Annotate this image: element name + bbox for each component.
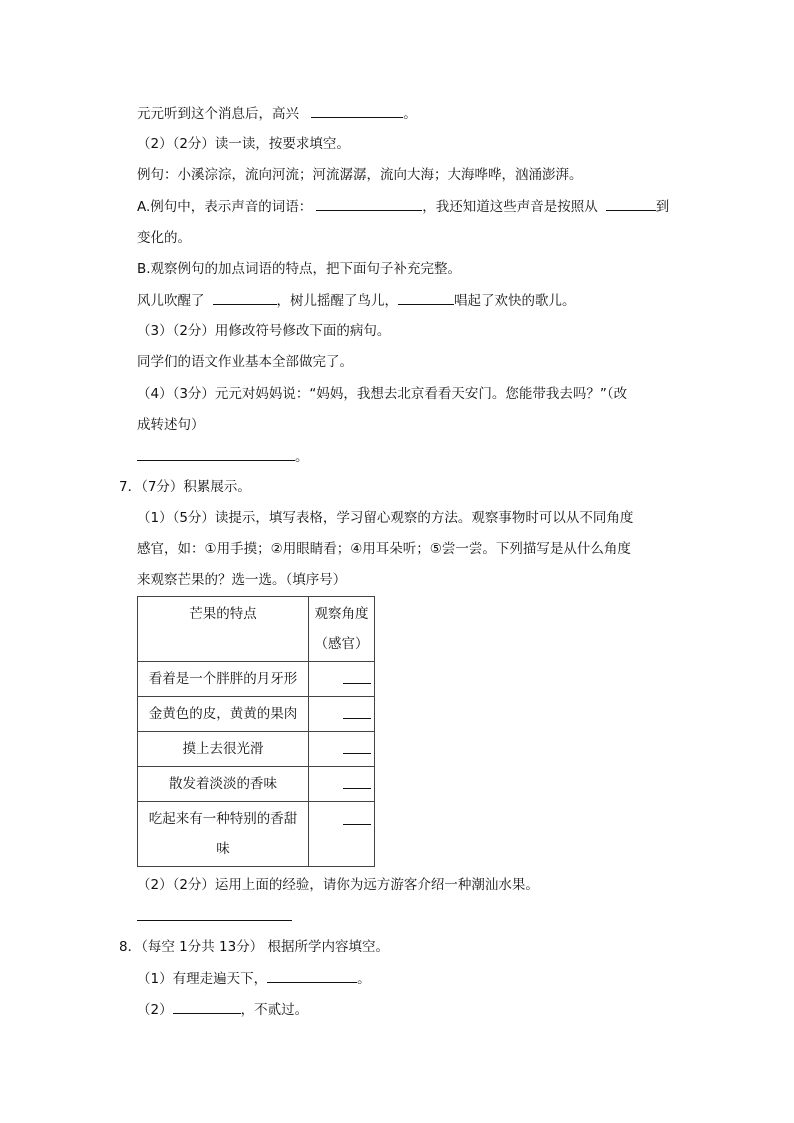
angle-answer-cell[interactable] bbox=[309, 802, 375, 867]
header-angle bbox=[309, 597, 375, 662]
table-header-row bbox=[138, 597, 375, 662]
table-row bbox=[138, 767, 375, 802]
q6-wind-text: 风儿吹醒了 bbox=[137, 293, 205, 309]
answer-blank[interactable] bbox=[137, 446, 295, 461]
mango-feature: 金黄色的皮，黄黄的果肉 bbox=[138, 697, 309, 732]
answer-blank[interactable] bbox=[173, 999, 241, 1014]
q6-wind-sentence bbox=[137, 290, 576, 311]
q6-a-text: A.例句中，表示声音的词语： bbox=[137, 199, 313, 215]
answer-blank[interactable] bbox=[343, 753, 371, 754]
answer-blank[interactable] bbox=[343, 824, 371, 825]
q7-title: 7．（7分）积累展示。 bbox=[119, 479, 251, 495]
q8-p2-end: ，不贰过。 bbox=[240, 1002, 309, 1018]
q6-part-a-cont: 变化的。 bbox=[137, 230, 191, 246]
q6-example-sentence: 例句：小溪淙淙，流向河流；河流潺潺，流向大海；大海哗哗，汹涌澎湃。 bbox=[137, 167, 583, 183]
q6-part4-line2: 成转述句） bbox=[137, 417, 205, 433]
q8-part1 bbox=[137, 968, 371, 989]
mango-feature-line2: 味 bbox=[216, 841, 230, 857]
q8-p2-label: （2） bbox=[137, 1002, 173, 1018]
header-angle-line2: （感官） bbox=[314, 636, 369, 652]
q6-wind-text: 唱起了欢快的歌儿。 bbox=[454, 293, 576, 309]
answer-blank[interactable] bbox=[137, 906, 292, 921]
q7-part1-line2: 感官，如：①用手摸；②用眼睛看；④用耳朵听；⑤尝一尝。下列描写是从什么角度 bbox=[137, 541, 631, 557]
q6-part-b: B.观察例句的加点词语的特点，把下面句子补充完整。 bbox=[137, 261, 462, 277]
angle-answer-cell[interactable] bbox=[309, 732, 375, 767]
table-row bbox=[138, 662, 375, 697]
mango-feature: 看着是一个胖胖的月牙形 bbox=[138, 662, 309, 697]
q7-part2-answer bbox=[137, 906, 292, 927]
header-feature: 芒果的特点 bbox=[138, 597, 309, 662]
q6-line1-end: 。 bbox=[403, 106, 417, 122]
q8-part2 bbox=[137, 999, 308, 1020]
q6-wind-text: ，树儿摇醒了鸟儿， bbox=[276, 293, 398, 309]
answer-blank[interactable] bbox=[343, 683, 371, 684]
mango-feature-line1: 吃起来有一种特别的香甜 bbox=[148, 811, 298, 827]
q7-part1-line3: 来观察芒果的？选一选。（填序号） bbox=[137, 572, 347, 588]
q6-part2-label: （2）（2分）读一读，按要求填空。 bbox=[137, 136, 350, 152]
angle-answer-cell[interactable] bbox=[309, 662, 375, 697]
q8-p1-end: 。 bbox=[357, 971, 371, 987]
table-row bbox=[138, 697, 375, 732]
q6-a-text: 到 bbox=[655, 199, 670, 215]
q6-part4-answer bbox=[137, 446, 309, 467]
answer-blank[interactable] bbox=[398, 290, 454, 305]
q7-part1-line1: （1）（5分）读提示，填写表格，学习留心观察的方法。观察事物时可以从不同角度 bbox=[137, 510, 634, 526]
answer-blank[interactable] bbox=[311, 103, 403, 118]
mango-feature: 散发着淡淡的香味 bbox=[138, 767, 309, 802]
answer-blank[interactable] bbox=[213, 290, 277, 305]
q8-p1-text: （1）有理走遍天下， bbox=[137, 971, 268, 987]
header-angle-line1: 观察角度 bbox=[314, 606, 369, 622]
q6-line1 bbox=[137, 103, 417, 124]
angle-answer-cell[interactable] bbox=[309, 767, 375, 802]
q6-part-a bbox=[137, 196, 669, 217]
answer-blank[interactable] bbox=[606, 196, 656, 211]
table-row bbox=[138, 732, 375, 767]
mango-observation-table bbox=[137, 596, 375, 867]
answer-blank[interactable] bbox=[267, 968, 357, 983]
q8-title: 8．（每空 1分共 13分） 根据所学内容填空。 bbox=[119, 939, 389, 955]
answer-blank[interactable] bbox=[316, 196, 422, 211]
q7-part2-label: （2）（2分）运用上面的经验，请你为远方游客介绍一种潮汕水果。 bbox=[137, 877, 539, 893]
mango-feature bbox=[138, 802, 309, 867]
q6-part3-label: （3）（2分）用修改符号修改下面的病句。 bbox=[137, 323, 391, 339]
q6-faulty-sentence: 同学们的语文作业基本全部做完了。 bbox=[137, 354, 353, 370]
q6-p4-end: 。 bbox=[295, 449, 309, 465]
q6-a-text: ，我还知道这些声音是按照从 bbox=[422, 199, 598, 215]
angle-answer-cell[interactable] bbox=[309, 697, 375, 732]
answer-blank[interactable] bbox=[343, 788, 371, 789]
table-row bbox=[138, 802, 375, 867]
mango-feature: 摸上去很光滑 bbox=[138, 732, 309, 767]
q6-line1-text: 元元听到这个消息后，高兴 bbox=[137, 106, 299, 122]
answer-blank[interactable] bbox=[343, 718, 371, 719]
q6-part4-line1: （4）（3分）元元对妈妈说：“妈妈，我想去北京看看天安门。您能带我去吗？”（改 bbox=[137, 386, 628, 402]
